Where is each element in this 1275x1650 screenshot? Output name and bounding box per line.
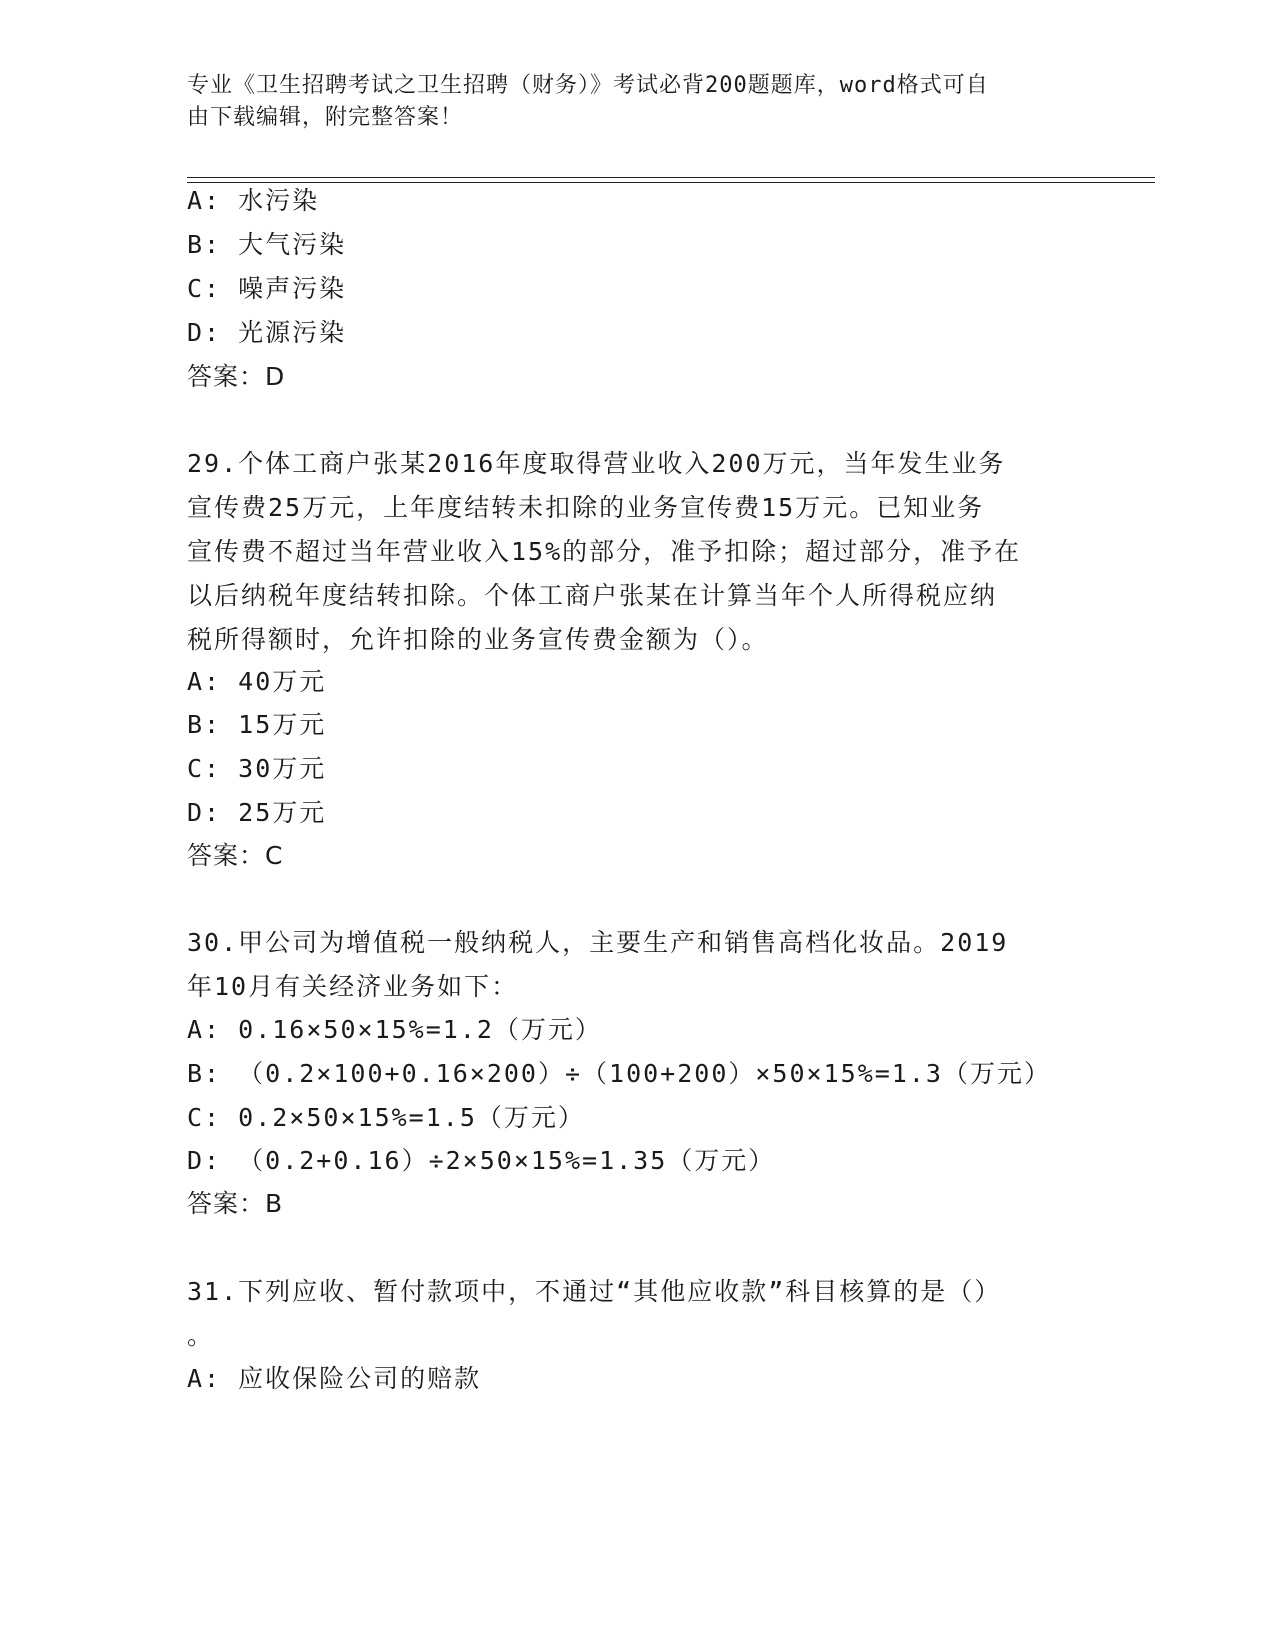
q29-option-a: A: 40万元 [187,667,327,696]
document-header [187,70,1067,134]
header-line-2: 由下载编辑，附完整答案！ [187,105,464,130]
q29-stem-line-3: 宣传费不超过当年营业收入15%的部分，准予扣除；超过部分，准予在 [187,537,1022,566]
q28-answer: 答案：D [187,362,286,391]
q29-stem-line-1: 29.个体工商户张某2016年度取得营业收入200万元，当年发生业务 [187,449,1006,478]
q31-stem-line-1: 31.下列应收、暂付款项中，不通过“其他应收款”科目核算的是（） [187,1277,1002,1306]
header-line-1: 专业《卫生招聘考试之卫生招聘（财务）》考试必背200题题库，word格式可自 [187,73,989,98]
q30-option-d: D: （0.2+0.16）÷2×50×15%=1.35（万元） [187,1146,776,1175]
q29-stem-line-4: 以后纳税年度结转扣除。个体工商户张某在计算当年个人所得税应纳 [187,581,998,610]
q31-stem-line-2: 。 [187,1321,215,1350]
q30-answer: 答案：B [187,1189,284,1218]
q28-option-a: A: 水污染 [187,186,320,215]
q29-stem-line-5: 税所得额时，允许扣除的业务宣传费金额为（）。 [187,625,769,654]
q28-option-c: C: 噪声污染 [187,274,347,303]
q30-option-a: A: 0.16×50×15%=1.2（万元） [187,1015,602,1044]
q28-option-d: D: 光源污染 [187,318,347,347]
q30-option-b: B: （0.2×100+0.16×200）÷（100+200）×50×15%=1.3（万元） [187,1059,1051,1088]
q30-stem-line-1: 30.甲公司为增值税一般纳税人，主要生产和销售高档化妆品。2019 [187,928,1009,957]
q29-option-c: C: 30万元 [187,754,327,783]
q29-option-b: B: 15万元 [187,710,327,739]
header-divider-bottom [187,182,1155,183]
q29-stem-line-2: 宣传费25万元，上年度结转未扣除的业务宣传费15万元。已知业务 [187,493,985,522]
q30-option-c: C: 0.2×50×15%=1.5（万元） [187,1103,585,1132]
q29-answer: 答案：C [187,841,284,870]
q28-option-b: B: 大气污染 [187,230,347,259]
header-divider-top [187,177,1155,178]
q31-option-a: A: 应收保险公司的赔款 [187,1364,482,1393]
q30-stem-line-2: 年10月有关经济业务如下： [187,972,519,1001]
q29-option-d: D: 25万元 [187,798,327,827]
